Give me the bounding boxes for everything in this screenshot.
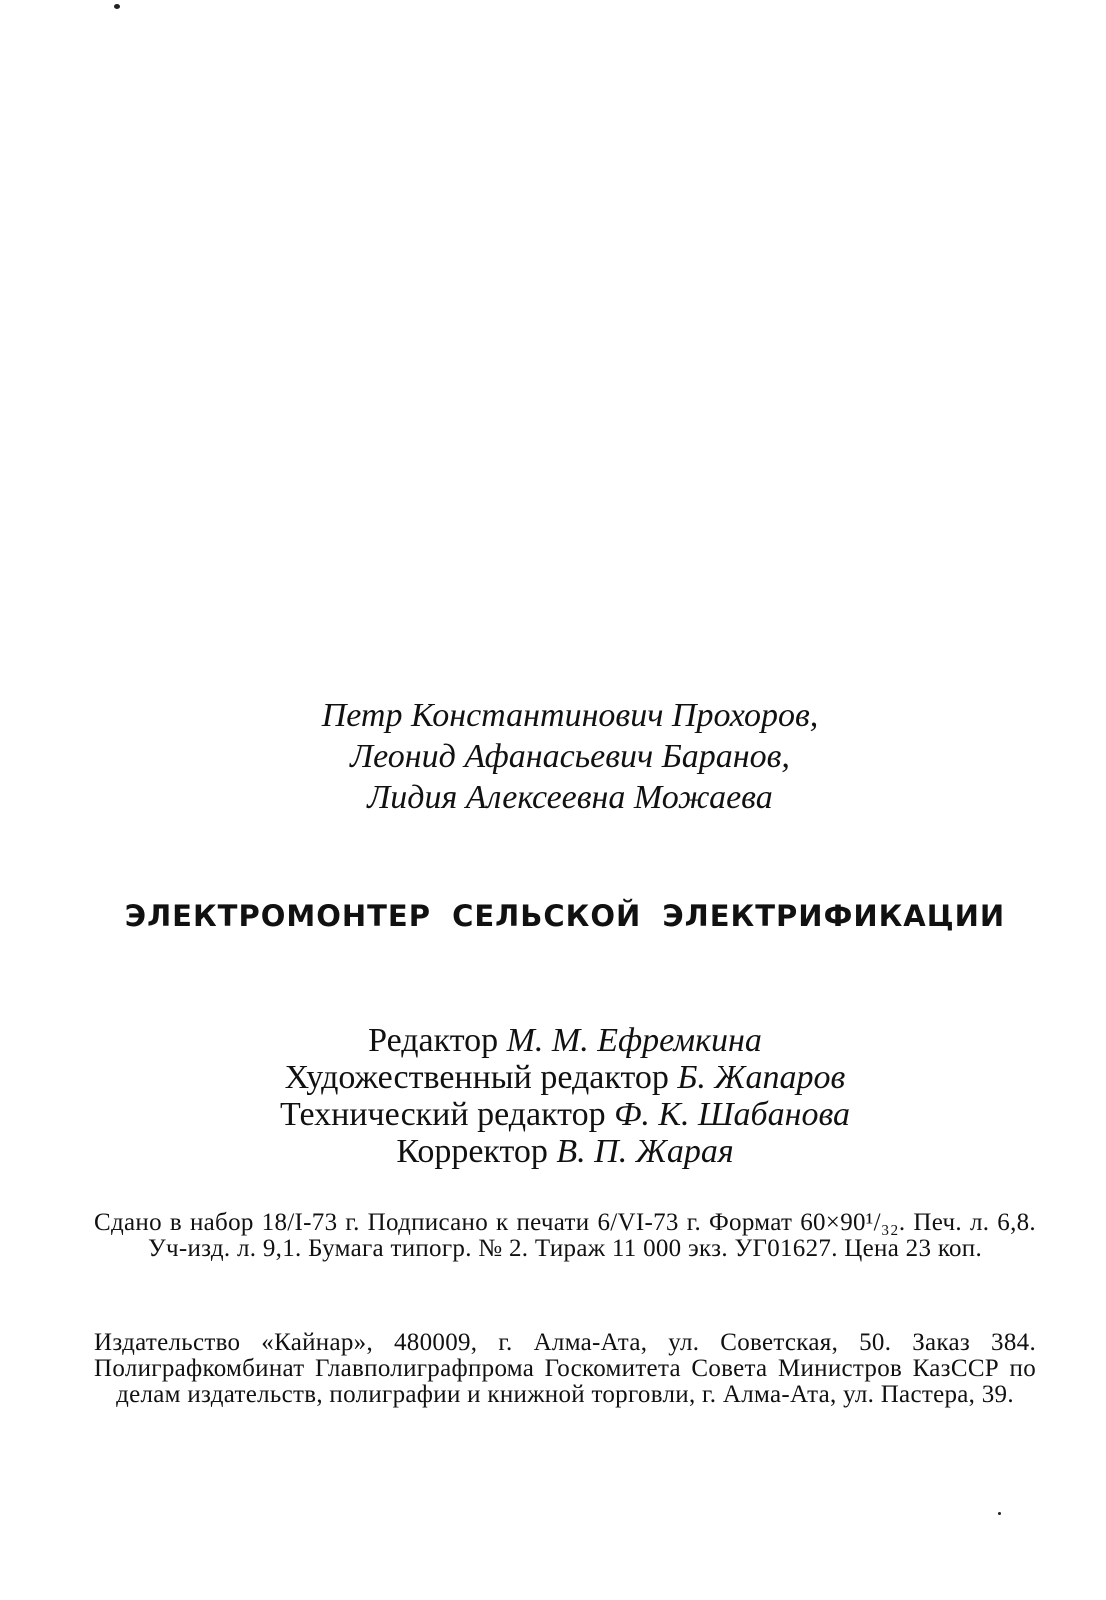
print-details: Сдано в набор 18/I-73 г. Подписано к печати 6/VI-73 г. Формат 60×90¹/₃₂. Печ. л. 6,8. Уч-изд. л. 9,1. Бумага типогр. № 2. Тираж 11 000 экз. УГ01627. Цена 23 коп. — [94, 1209, 1036, 1262]
credit-line — [180, 1133, 950, 1170]
credit-line — [180, 1059, 950, 1096]
credits-block — [180, 1022, 950, 1170]
credit-role: Технический редактор — [280, 1096, 606, 1133]
print-speck — [998, 1512, 1001, 1515]
credit-person: Ф. К. Шабанова — [614, 1096, 850, 1133]
publisher-details: Издательство «Кайнар», 480009, г. Алма-Ата, ул. Советская, 50. Заказ 384. Полиграфкомбинат Главполиграфпрома Госкомитета Совета Министров КазССР по делам издательств, полиграфии и книжной торговли, г. Алма-Ата, ул. Пастера, 39. — [94, 1329, 1036, 1408]
credit-person: В. П. Жарая — [556, 1133, 734, 1170]
authors-block — [280, 695, 860, 818]
author-name: Петр Константинович Прохоров, — [321, 697, 819, 734]
print-speck — [114, 4, 120, 9]
credit-person: М. М. Ефремкина — [506, 1022, 762, 1059]
author-name: Леонид Афанасьевич Баранов, — [350, 738, 790, 775]
book-title: ЭЛЕКТРОМОНТЕР СЕЛЬСКОЙ ЭЛЕКТРИФИКАЦИИ — [124, 899, 1006, 933]
credit-line — [180, 1022, 950, 1059]
credit-line — [180, 1096, 950, 1133]
credit-role: Редактор — [368, 1022, 499, 1059]
credit-role: Корректор — [396, 1133, 548, 1170]
credit-person: Б. Жапаров — [677, 1059, 846, 1096]
credit-role: Художественный редактор — [284, 1059, 669, 1096]
author-name: Лидия Алексеевна Можаева — [367, 779, 773, 816]
